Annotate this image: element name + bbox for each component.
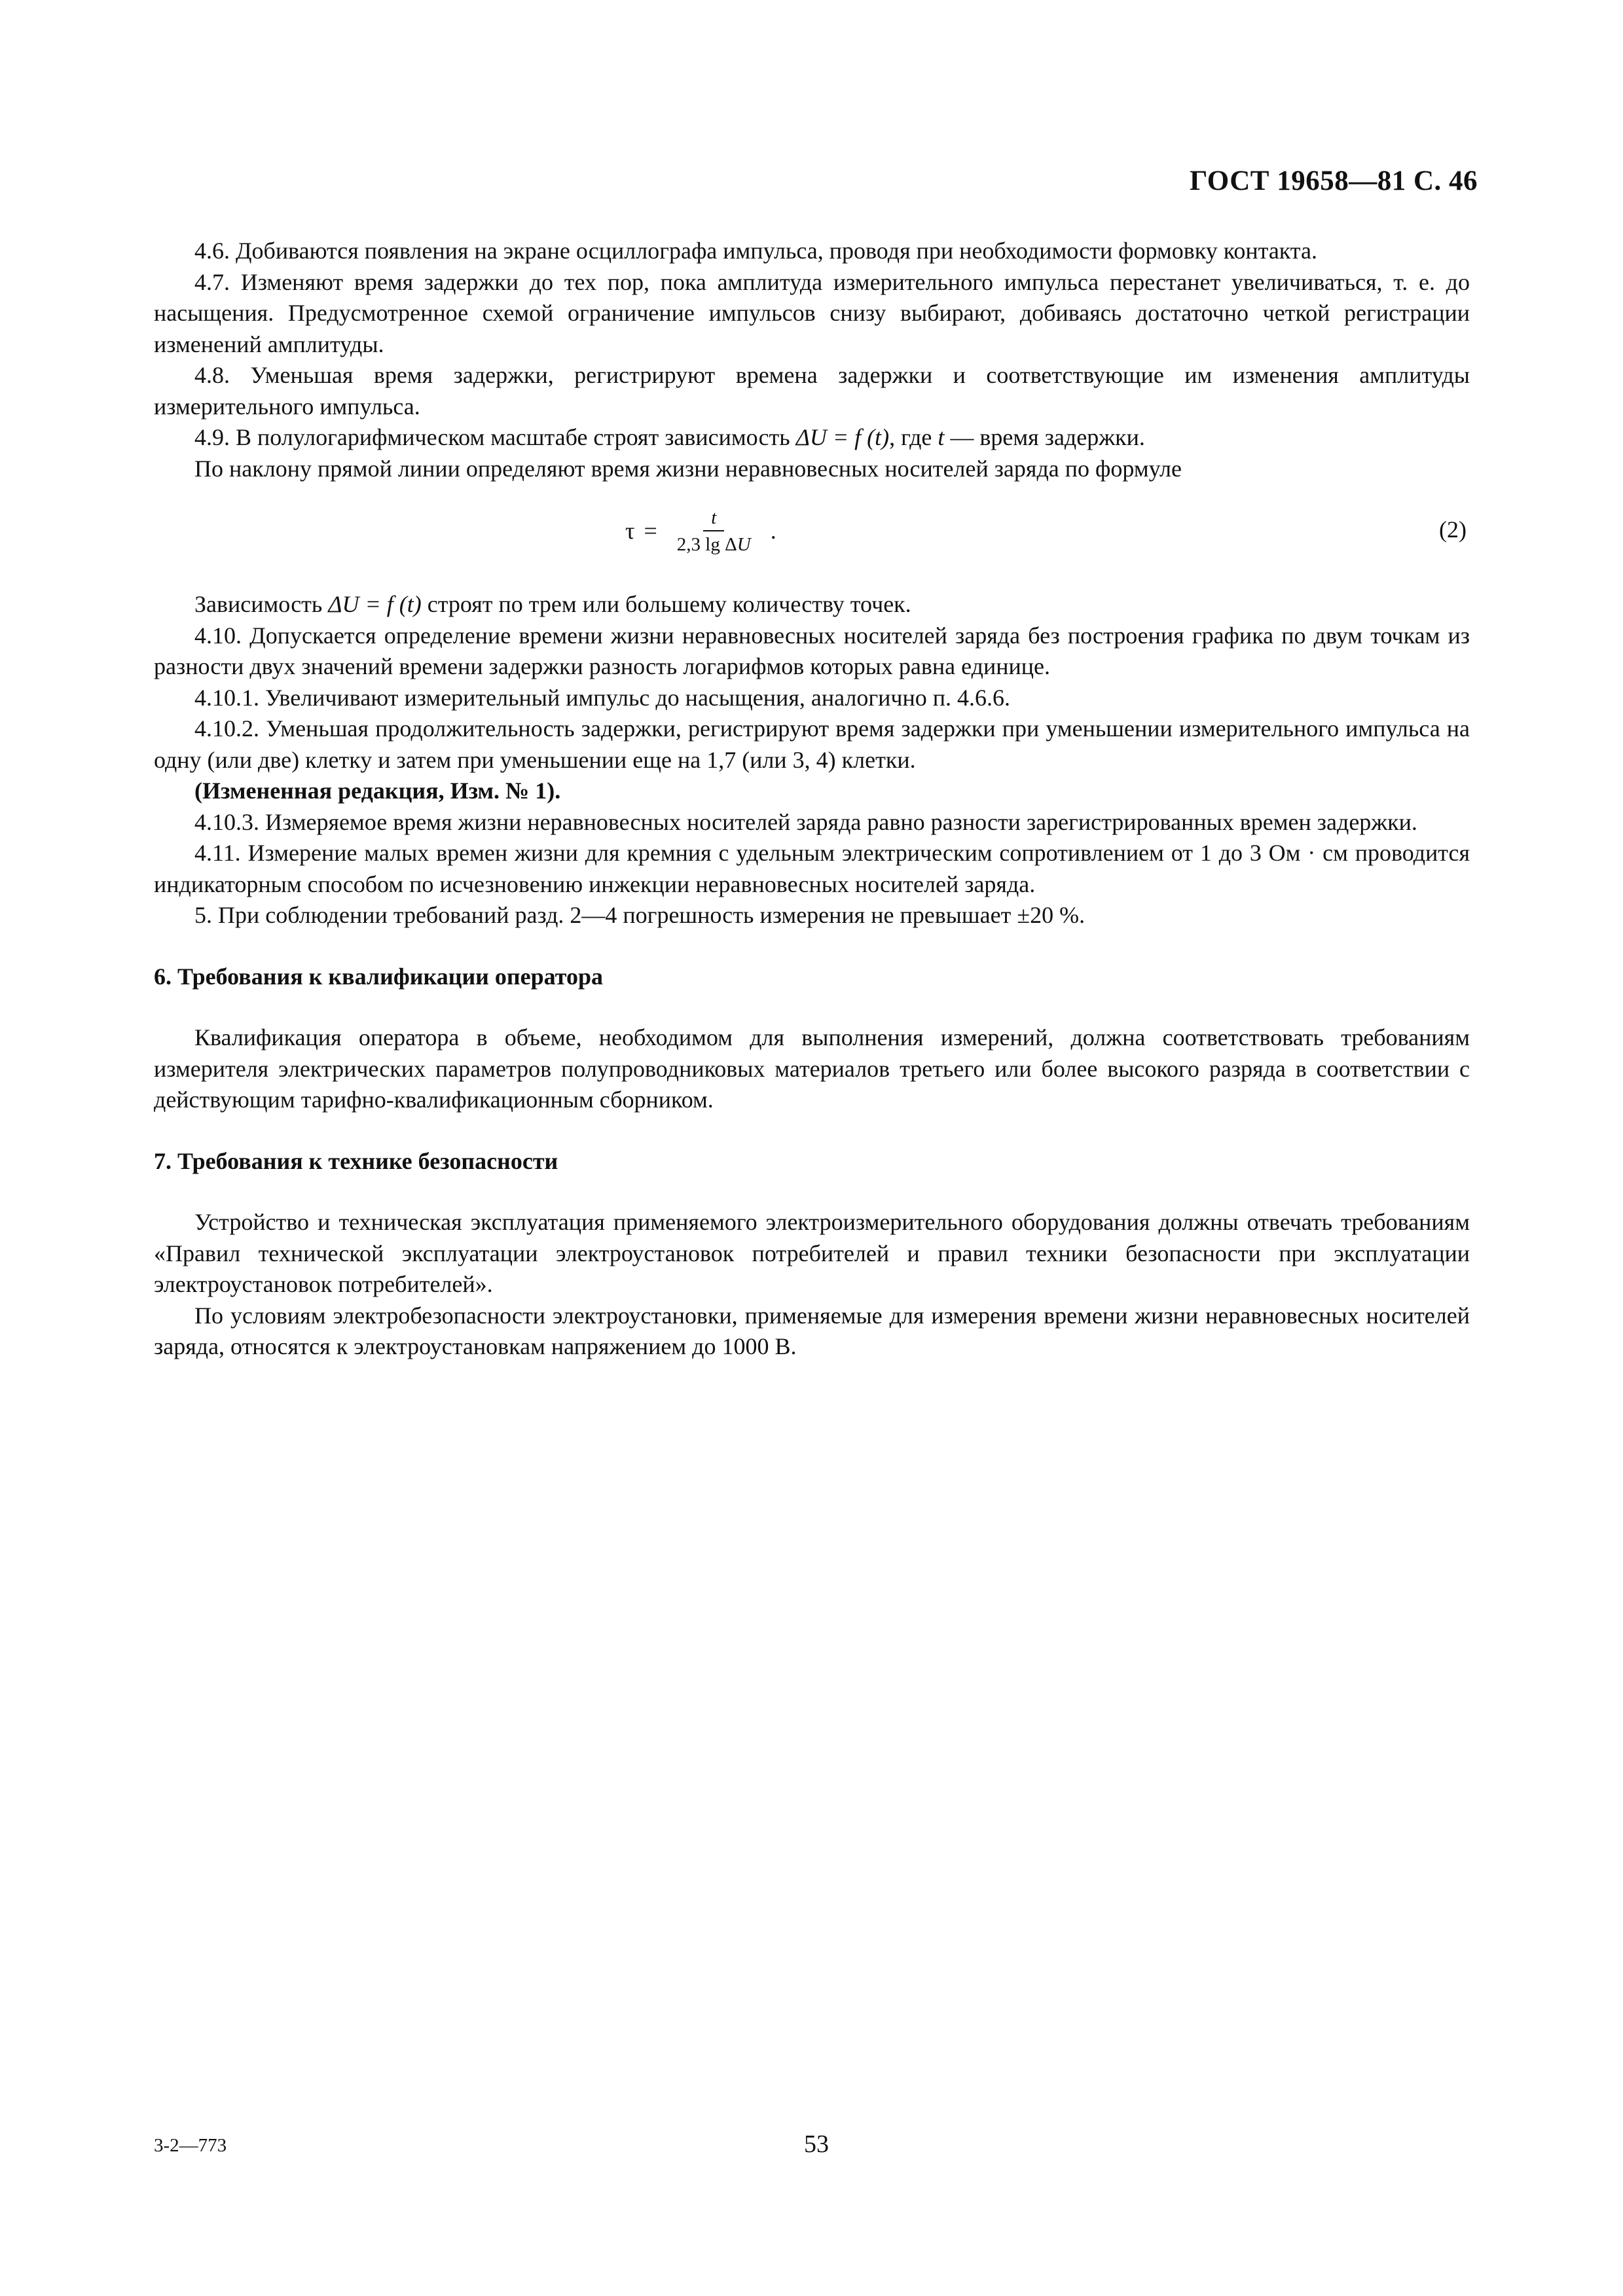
paragraph-4-10-1: 4.10.1. Увеличивают измерительный импульс до насыщения, аналогично п. 4.6.6. [194,684,1011,711]
document-body [154,236,1470,1363]
formula-equals: = [644,517,657,544]
formula-trailing: . [770,517,776,544]
section-7-text-2: По условиям электробезопасности электроустановки, применяемые для измерения времени жизни неравновесных носителей заряда, относятся к электроустановкам напряжением до 1000 В. [154,1302,1470,1359]
paragraph-4-6: 4.6. Добиваются появления на экране осциллографа импульса, проводя при необходимости формовку контакта. [194,238,1317,264]
section-6-title: 6. Требования к квалификации оператора [154,963,603,990]
paragraph-4-10: 4.10. Допускается определение времени жизни неравновесных носителей заряда без построения графика по двум точкам из разности двух значений времени задержки разность логарифмов которых равна единице. [154,622,1470,679]
amendment-note: (Измененная редакция, Изм. № 1). [194,778,561,804]
paragraph-4-10-3: 4.10.3. Измеряемое время жизни неравновесных носителей заряда равно разности зарегистрированных времен задержки. [194,808,1417,835]
page-number: 53 [804,2130,829,2158]
formula-fraction [672,507,756,556]
formula-expression [625,507,776,556]
section-6-text: Квалификация оператора в объеме, необходимом для выполнения измерений, должна соответствовать требованиям измерителя электрических параметров полупроводниковых материалов третьего или более высокого разряда в соответствии с действующим тарифно-квалификационным сборником. [154,1024,1470,1113]
paragraph-dependence [154,589,1470,620]
paragraph-4-7: 4.7. Изменяют время задержки до тех пор, пока амплитуда измерительного импульса перестанет увеличиваться, т. е. до насыщения. Предусмотренное схемой ограничение импульсов снизу выбирают, добиваясь достаточно четкой регистрации изменений амплитуды. [154,268,1470,357]
paragraph-4-9-dependence: ΔU = f (t) [795,424,890,450]
paragraph-4-10-2: 4.10.2. Уменьшая продолжительность задержки, регистрируют время задержки при уменьшении измерительного импульса на одну (или две) клетку и затем при уменьшении еще на 1,7 (или 3, 4) клетки. [154,715,1470,773]
formula-2 [154,484,1470,589]
paragraph-4-9-t: t [938,424,945,450]
formula-number: (2) [1439,516,1467,543]
paragraph-4-9-text-c: — время задержки. [944,424,1145,450]
paragraph-4-9 [154,422,1470,454]
paragraph-4-8: 4.8. Уменьшая время задержки, регистрируют времена задержки и соответствующие им изменения амплитуды измерительного импульса. [154,362,1470,420]
formula-denominator [672,531,756,556]
paragraph-4-9-text-b: , где [889,424,938,450]
section-7-text-1: Устройство и техническая эксплуатация применяемого электроизмерительного оборудования должны отвечать требованиям «Правил технической эксплуатации электроустановок потребителей и правил техники безопасности при эксплуатации электроустановок потребителей». [154,1209,1470,1297]
paragraph-4-11: 4.11. Измерение малых времен жизни для кремния с удельным электрическим сопротивлением от 1 до 3 Ом · см проводится индикаторным способом по исчезновению инжекции неравновесных носителей заряда. [154,840,1470,897]
paragraph-dependence-formula: ΔU = f (t) [328,591,422,617]
document-header: ГОСТ 19658—81 С. 46 [1189,166,1478,196]
formula-numerator: t [703,507,724,531]
formula-denominator-var: U [737,534,751,555]
paragraph-4-9-text-a: 4.9. В полулогарифмическом масштабе строят зависимость [194,424,796,450]
section-7-title: 7. Требования к технике безопасности [154,1147,558,1174]
footer-code: 3-2—773 [154,2135,227,2156]
paragraph-5: 5. При соблюдении требований разд. 2—4 погрешность измерения не превышает ±20 %. [194,902,1085,928]
formula-denominator-prefix: 2,3 lg Δ [676,534,737,555]
paragraph-slope: По наклону прямой линии определяют время жизни неравновесных носителей заряда по формуле [194,455,1182,482]
paragraph-dependence-prefix: Зависимость [194,591,329,617]
formula-lhs: τ [625,517,635,544]
paragraph-dependence-text: строят по трем или большему количеству точек. [421,591,911,617]
